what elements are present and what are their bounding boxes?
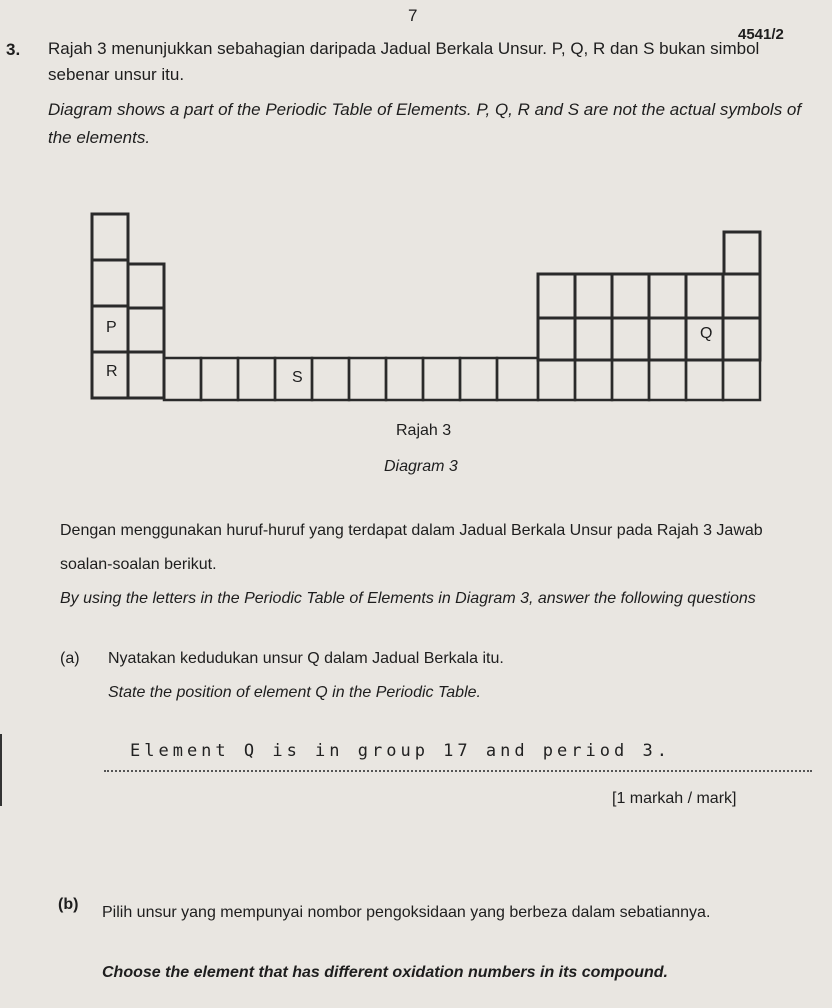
- cell-period3-group2: [128, 308, 164, 352]
- cell-period2-group2: [128, 264, 164, 308]
- diagram-caption-malay: Rajah 3: [396, 422, 452, 439]
- part-a-text-malay: Nyatakan kedudukan unsur Q dalam Jadual Berkala itu.: [108, 650, 504, 667]
- instructions-malay: Dengan menggunakan huruf-huruf yang terdapat dalam Jadual Berkala Unsur pada Rajah 3 Jawab soalan-soalan berikut.: [60, 522, 763, 573]
- cell-s: [312, 358, 349, 400]
- part-b-text-english: Choose the element that has different oxidation numbers in its compound.: [102, 964, 668, 981]
- part-b-text-malay: Pilih unsur yang mempunyai nombor pengoksidaan yang berbeza dalam sebatiannya.: [102, 904, 711, 921]
- part-a-handwritten-answer: Element Q is in group 17 and period 3.: [130, 741, 671, 761]
- question-text-malay: Rajah 3 menunjukkan sebahagian daripada Jadual Berkala Unsur. P, Q, R dan S bukan simbol sebenar unsur itu.: [48, 39, 760, 84]
- question-number: 3.: [6, 40, 21, 59]
- part-b-label: (b): [58, 896, 79, 913]
- label-r: R: [106, 363, 118, 380]
- margin-line: [0, 734, 2, 806]
- cell-h: [92, 214, 128, 260]
- cell-period2-group1: [92, 260, 128, 306]
- part-a-marks: [1 markah / mark]: [612, 790, 737, 807]
- diagram-caption-english: Diagram 3: [384, 458, 458, 475]
- question-text-english: Diagram shows a part of the Periodic Table of Elements. P, Q, R and S are not the actual symbols of the elements.: [48, 100, 802, 147]
- page-number: 7: [408, 6, 418, 25]
- part-a-text-english: State the position of element Q in the Periodic Table.: [108, 684, 481, 701]
- label-s: S: [292, 369, 303, 386]
- periodic-table-diagram: [90, 210, 780, 410]
- instructions-english: By using the letters in the Periodic Table of Elements in Diagram 3, answer the following questions: [60, 590, 756, 607]
- label-p: P: [106, 319, 117, 336]
- answer-dotted-line: [104, 770, 812, 772]
- cell-period4-group2: [128, 352, 164, 398]
- paper-code: 4541/2: [738, 26, 784, 43]
- cell-he: [724, 232, 760, 274]
- label-q: Q: [700, 325, 713, 342]
- part-a-label: (a): [60, 650, 80, 667]
